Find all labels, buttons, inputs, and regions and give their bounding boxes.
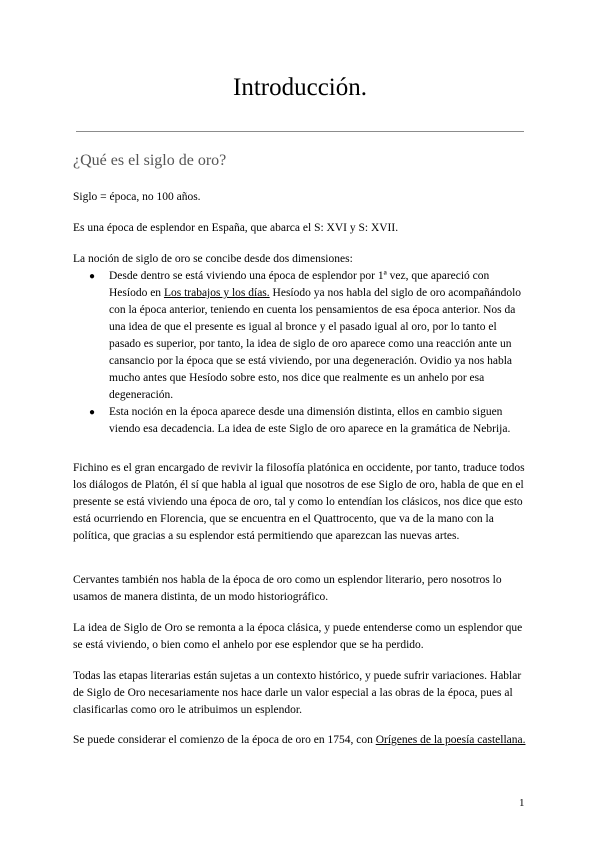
- paragraph-fichino: [73, 460, 529, 545]
- paragraph-esplendor: [73, 220, 529, 237]
- paragraph-text: Todas las etapas literarias están sujetas a un contexto histórico, y puede sufrir variaciones. Hablar de Siglo de Oro necesariamente nos hace darle un valor especial a las obras de la época, pues al clasificarlas como oro le atribuimos un esplendor.: [73, 670, 522, 716]
- paragraph-text: Siglo = época, no 100 años.: [73, 191, 201, 203]
- page-number: 1: [519, 797, 525, 809]
- paragraph-nocion: [73, 251, 529, 438]
- list-item: [89, 268, 529, 404]
- list-item: [89, 404, 529, 438]
- title-divider: [76, 131, 524, 132]
- bullet-icon: ●: [89, 407, 96, 418]
- bullet-text-start: Desde dentro se está viviendo una época de esplendor por 1ª vez, que apareció con Hesíodo en: [109, 270, 490, 299]
- paragraph-comienzo: [73, 732, 529, 749]
- paragraph-text: Fichino es el gran encargado de revivir la filosofía platónica en occidente, por tanto, traduce todos los diálogos de Platón, él sí que habla al igual que nosotros de ese Siglo de oro, habla de que en el presente se está viviendo una época de oro, tal y como lo entendían los clásicos, nos dice que esto está ocurriendo en Florencia, que se encuentra en el Quattrocento, que va de la mano con la política, que gracias a su esplendor está permitiendo que aparezcan las nuevas artes.: [73, 462, 525, 542]
- paragraph-text: La noción de siglo de oro se concibe desde dos dimensiones:: [73, 253, 353, 265]
- paragraph-cervantes: [73, 572, 529, 606]
- section-heading: ¿Qué es el siglo de oro?: [73, 152, 227, 169]
- book-title-link: Los trabajos y los días.: [163, 287, 270, 299]
- paragraph-text: La idea de Siglo de Oro se remonta a la época clásica, y puede entenderse como un esplendor que se está viviendo, o bien como el anhelo por ese esplendor que se ha perdido.: [73, 622, 523, 651]
- paragraph-idea: [73, 620, 529, 654]
- paragraph-siglo: [73, 189, 529, 206]
- bullet-icon: ●: [89, 271, 96, 282]
- paragraph-text-start: Se puede considerar el comienzo de la época de oro en 1754, con: [73, 734, 376, 746]
- paragraph-etapas: [73, 668, 529, 719]
- paragraph-text: [73, 732, 529, 749]
- dimensions-list: [73, 268, 529, 438]
- bullet-text: Esta noción en la época aparece desde una dimensión distinta, ellos en cambio siguen viendo esa decadencia. La idea de este Siglo de oro aparece en la gramática de Nebrija.: [109, 406, 511, 435]
- document-title: Introducción.: [233, 74, 367, 101]
- book-title-link: Orígenes de la poesía castellana.: [375, 734, 526, 746]
- paragraph-text: Es una época de esplendor en España, que abarca el S: XVI y S: XVII.: [73, 222, 399, 234]
- bullet-text-end: Hesíodo ya nos habla del siglo de oro acompañándolo con la época anterior, teniendo en cuenta los pensamientos de esa época anterior. Nos da una idea de que el presente es igual al bronce y el pasado igual al oro, por lo tanto el pasado es superior, por tanto, la idea de siglo de oro aparece como una reacción ante un cansancio por la época que se está viviendo, por una degeneración. Ovidio ya nos habla mucho antes que Hesíodo sobre esto, nos dice que realmente es un anhelo por esa degeneración.: [109, 287, 522, 401]
- paragraph-text: Cervantes también nos habla de la época de oro como un esplendor literario, pero nosotros lo usamos de manera distinta, de un modo historiográfico.: [73, 574, 502, 603]
